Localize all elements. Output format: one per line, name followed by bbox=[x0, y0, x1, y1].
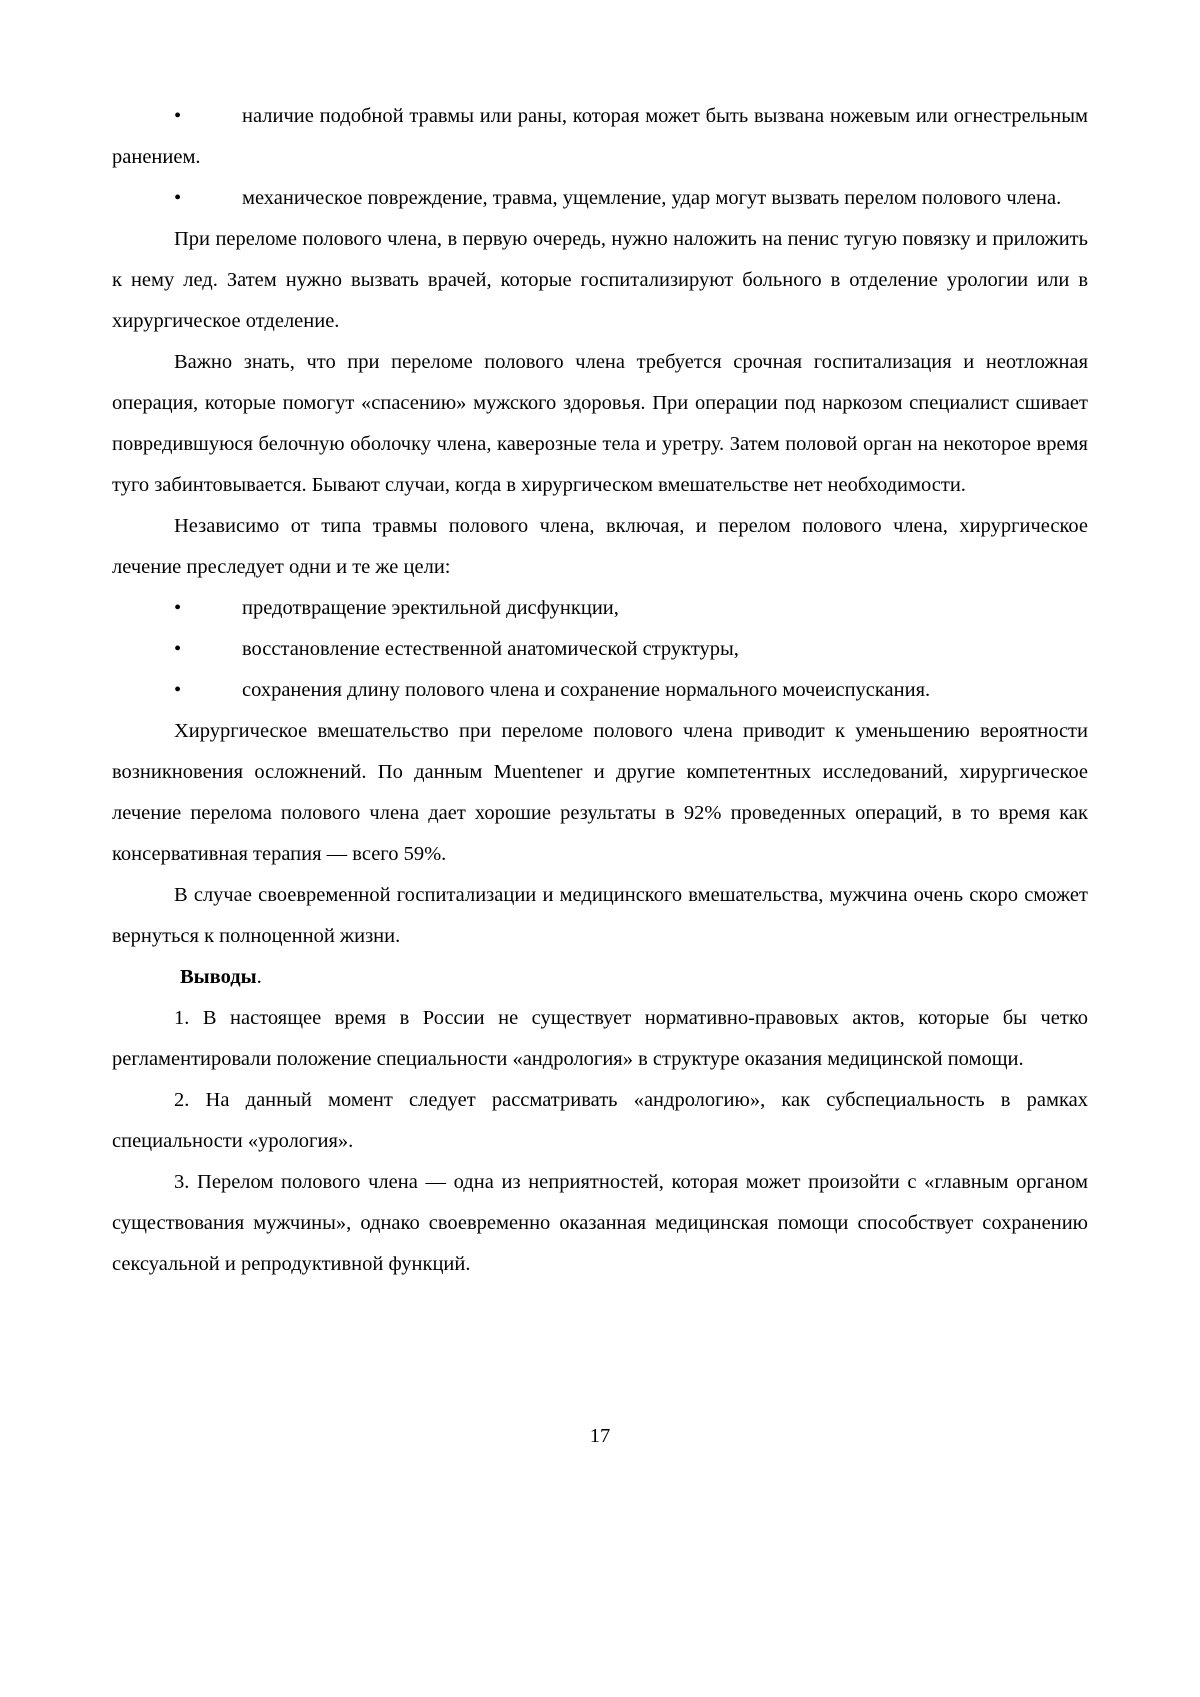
list-item bbox=[112, 588, 1088, 629]
paragraph: При переломе полового члена, в первую очередь, нужно наложить на пенис тугую повязку и приложить к нему лед. Затем нужно вызвать врачей, которые госпитализируют больного в отделение урологии или в хирургическое отделение. bbox=[112, 228, 1088, 332]
list-item-text: сохранения длину полового члена и сохранение нормального мочеиспускания. bbox=[242, 679, 931, 701]
bullet-marker: • bbox=[174, 679, 182, 701]
paragraph: Хирургическое вмешательство при переломе полового члена приводит к уменьшению вероятности возникновения осложнений. По данным Muentener и другие компетентных исследований, хирургическое лечение перелома полового члена дает хорошие результаты в 92% проведенных операций, в то время как консервативная терапия — всего 59%. bbox=[112, 720, 1088, 865]
conclusion-item: 2. На данный момент следует рассматривать «андрологию», как субспециальность в рамках специальности «урология». bbox=[112, 1089, 1088, 1152]
page-number: 17 bbox=[589, 1425, 611, 1447]
list-item-text: механическое повреждение, травма, ущемление, удар могут вызвать перелом полового члена. bbox=[242, 187, 1062, 209]
list-item bbox=[112, 629, 1088, 670]
list-item-text: наличие подобной травмы или раны, которая может быть вызвана ножевым или огнестрельным ранением. bbox=[112, 105, 1088, 168]
list-item bbox=[112, 96, 1088, 178]
list-item-text: предотвращение эректильной дисфункции, bbox=[242, 597, 619, 619]
paragraph: В случае своевременной госпитализации и медицинского вмешательства, мужчина очень скоро сможет вернуться к полноценной жизни. bbox=[112, 884, 1088, 947]
conclusions-heading bbox=[112, 957, 1088, 998]
page-body bbox=[112, 96, 1088, 1285]
conclusion-item: 3. Перелом полового члена — одна из неприятностей, которая может произойти с «главным органом существования мужчины», однако своевременно оказанная медицинская помощи способствует сохранению сексуальной и репродуктивной функций. bbox=[112, 1171, 1088, 1275]
conclusions-heading-punct: . bbox=[256, 966, 262, 988]
list-item bbox=[112, 670, 1088, 711]
bullet-marker: • bbox=[174, 597, 182, 619]
bullet-marker: • bbox=[174, 638, 182, 660]
bullet-marker: • bbox=[174, 105, 182, 127]
list-item bbox=[112, 178, 1088, 219]
conclusions-heading-text: Выводы bbox=[180, 966, 257, 988]
paragraph: Важно знать, что при переломе полового члена требуется срочная госпитализация и неотложная операция, которые помогут «спасению» мужского здоровья. При операции под наркозом специалист сшивает повредившуюся белочную оболочку члена, каверозные тела и уретру. Затем половой орган на некоторое время туго забинтовывается. Бывают случаи, когда в хирургическом вмешательстве нет необходимости. bbox=[112, 351, 1088, 496]
paragraph: Независимо от типа травмы полового члена, включая, и перелом полового члена, хирургическое лечение преследует одни и те же цели: bbox=[112, 515, 1088, 578]
conclusion-item: 1. В настоящее время в России не существует нормативно-правовых актов, которые бы четко регламентировали положение специальности «андрология» в структуре оказания медицинской помощи. bbox=[112, 1007, 1088, 1070]
list-item-text: восстановление естественной анатомической структуры, bbox=[242, 638, 739, 660]
bullet-marker: • bbox=[174, 187, 182, 209]
